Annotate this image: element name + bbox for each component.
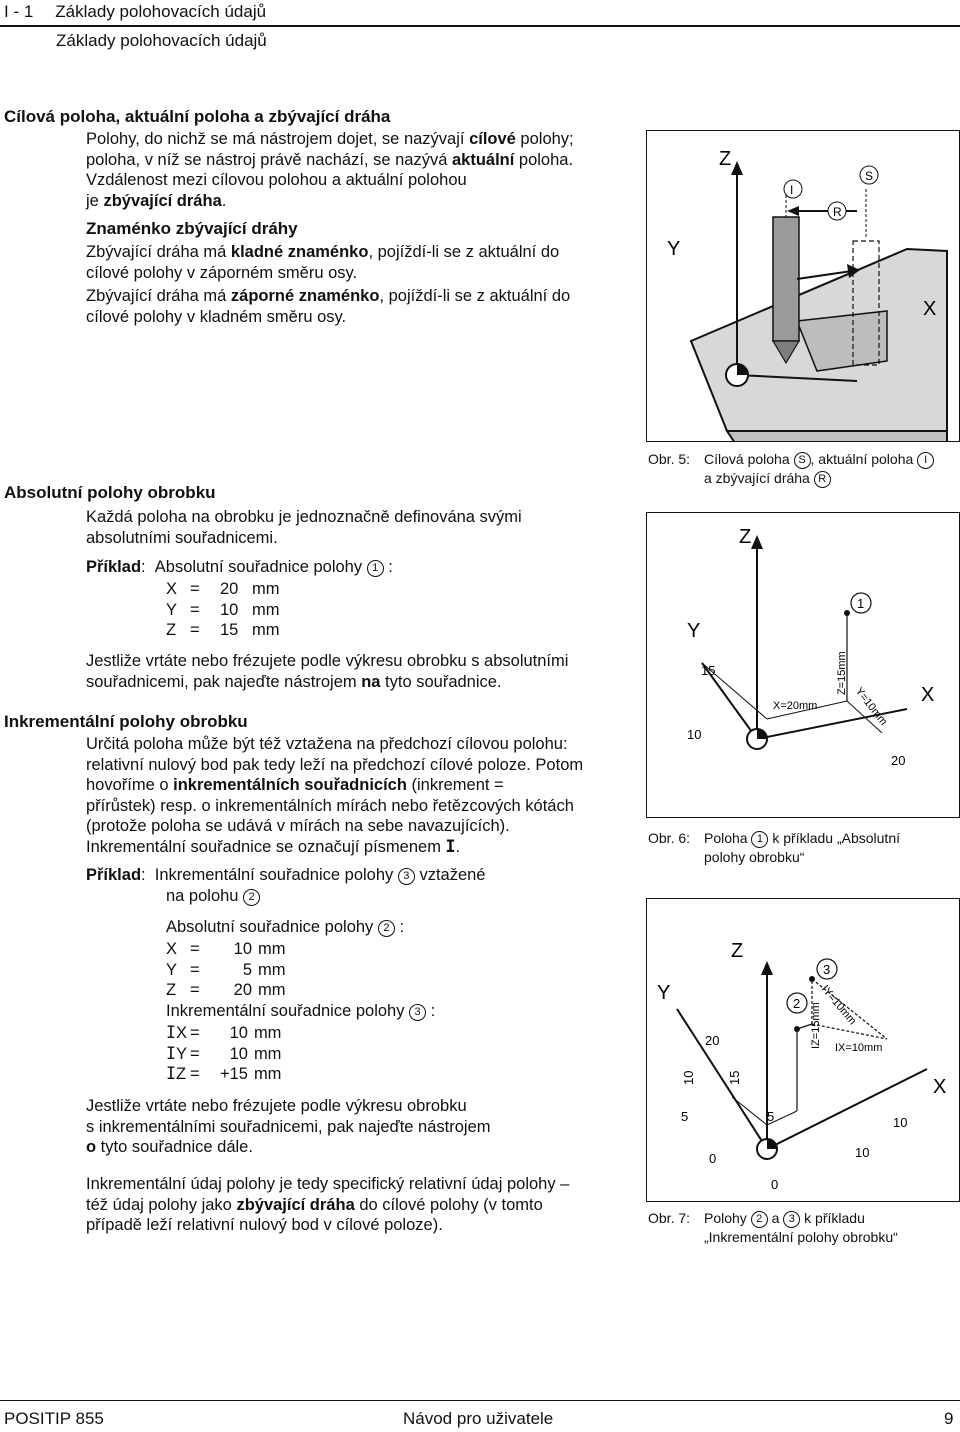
- axis-label-z: Z: [731, 940, 744, 962]
- absolute-example: Příklad: Absolutní souřadnice polohy 1 :: [86, 558, 393, 576]
- tick-20: 20: [705, 1033, 720, 1048]
- incremental-paragraph: Určitá poloha může být též vztažena na předchozí cílovou polohu: relativní nulový bod pak tedy leží na předchozí cílové poloze. Potom hovoříme o inkrementálních souřadnicích (inkrement = přírůstek) resp. o inkrementálních mírách nebo řetězcových kótách (protože poloha se udává v mírách na sebe navazujících). Inkrementální souřadnice se označují písmenem I.: [86, 735, 584, 856]
- position-3-label: 3: [823, 962, 831, 977]
- tick-10c: 10: [855, 1145, 870, 1160]
- absolute-paragraph: Každá poloha na obrobku je jednoznačně definována svými absolutními souřadnicemi.: [86, 508, 522, 547]
- axis-label-x: X: [921, 684, 935, 706]
- position-2-label: 2: [793, 996, 801, 1011]
- tick-20: 20: [891, 753, 906, 768]
- axis-label-x: X: [923, 298, 937, 320]
- label-i: I: [790, 183, 794, 197]
- section-heading-target-position: Cílová poloha, aktuální poloha a zbývající dráha: [4, 107, 391, 126]
- header-rule: [0, 25, 960, 27]
- footer-rule: [0, 1400, 960, 1401]
- absolute-coords-2-heading: Absolutní souřadnice polohy 2 :: [166, 918, 405, 936]
- dim-iy: IY=10mm: [818, 983, 859, 1028]
- label-s: S: [865, 169, 874, 183]
- dim-ix: IX=10mm: [835, 1042, 883, 1054]
- figure-6-diagram: [646, 512, 960, 818]
- incremental-coords-heading: Inkrementální souřadnice polohy 3 :: [166, 1002, 436, 1020]
- sign-paragraph: Zbývající dráha má kladné znaménko, pojíždí-li se z aktuální do cílové polohy v záporném směru osy. Zbývající dráha má záporné znaménko, pojíždí-li se z aktuální do cílové polohy v kladném směru osy.: [86, 243, 571, 326]
- absolute-instruction: Jestliže vrtáte nebo frézujete podle výkresu obrobku s absolutními souřadnicemi, pak najeďte nástrojem na tyto souřadnice.: [86, 652, 569, 691]
- tick-5b: 5: [767, 1109, 775, 1124]
- section-heading-absolute: Absolutní polohy obrobku: [4, 483, 216, 502]
- page-number: 9: [944, 1409, 954, 1428]
- incremental-coords: I X = 10 mm I Y = 10 mm I Z = +15 mm: [166, 1023, 282, 1083]
- page-id: I - 1: [4, 2, 34, 21]
- axis-label-x: X: [933, 1076, 947, 1098]
- dim-y: Y=10mm: [852, 685, 890, 728]
- tick-10: 10: [687, 727, 702, 742]
- absolute-coords: X = 20 mm Y = 10 mm Z = 15 mm: [166, 580, 280, 639]
- figure-7-caption: Obr. 7: Polohy 2 a 3 k příkladu „Inkrementální polohy obrobku“: [648, 1210, 898, 1245]
- tick-15: 15: [701, 663, 716, 678]
- incremental-summary: Inkrementální údaj polohy je tedy specifický relativní údaj polohy – též údaj polohy jako zbývající dráha do cílové polohy (v tomto případě leží relativní nulový bod v cílové poloze).: [86, 1175, 570, 1234]
- footer-product: POSITIP 855: [4, 1409, 104, 1428]
- footer-manual-title: Návod pro uživatele: [403, 1409, 554, 1428]
- sign-heading: Znaménko zbývající dráhy: [86, 219, 298, 238]
- page-subtitle: Základy polohovacích údajů: [56, 31, 267, 50]
- dim-z: Z=15mm: [836, 651, 848, 695]
- page-title: Základy polohovacích údajů: [55, 2, 267, 21]
- axis-label-y: Y: [687, 620, 701, 642]
- label-r: R: [833, 205, 842, 219]
- figure-6-caption: Obr. 6: Poloha 1 k příkladu „Absolutní polohy obrobku“: [648, 830, 900, 865]
- tick-10a: 10: [681, 1070, 696, 1085]
- figure-5-diagram: [646, 130, 960, 442]
- incremental-instruction: Jestliže vrtáte nebo frézujete podle výkresu obrobku s inkrementálními souřadnicemi, pak najeďte nástrojem o tyto souřadnice dále.: [86, 1097, 491, 1156]
- axis-label-z: Z: [739, 526, 752, 548]
- dim-iz: IZ=15mm: [810, 1002, 822, 1049]
- absolute-coords-2: X = 10 mm Y = 5 mm Z = 20 mm: [166, 940, 286, 999]
- section1-paragraph: Polohy, do nichž se má nástrojem dojet, se nazývají cílové polohy; poloha, v níž se nástroj právě nachází, se nazývá aktuální poloha. Vzdálenost mezi cílovou polohou a aktuální polohou je zbývající dráha.: [86, 130, 574, 210]
- incremental-example: Příklad: Inkrementální souřadnice polohy 3 vztažené na polohu 2: [86, 866, 486, 905]
- tick-0b: 0: [771, 1177, 779, 1192]
- section-heading-incremental: Inkrementální polohy obrobku: [4, 712, 248, 731]
- position-1-label: 1: [857, 596, 865, 611]
- figure-5-caption: Obr. 5: Cílová poloha S , aktuální poloha I a zbývající dráha R: [648, 450, 958, 488]
- page-header: [4, 2, 266, 22]
- tick-10b: 10: [893, 1115, 908, 1130]
- tool-current: [773, 217, 799, 341]
- tick-0a: 0: [709, 1151, 717, 1166]
- axis-label-z: Z: [719, 148, 732, 170]
- dim-x: X=20mm: [773, 700, 818, 712]
- tick-15: 15: [727, 1070, 742, 1085]
- axis-label-y: Y: [657, 982, 671, 1004]
- axis-label-y: Y: [667, 238, 681, 260]
- tick-5a: 5: [681, 1109, 689, 1124]
- figure-7-diagram: [646, 898, 960, 1202]
